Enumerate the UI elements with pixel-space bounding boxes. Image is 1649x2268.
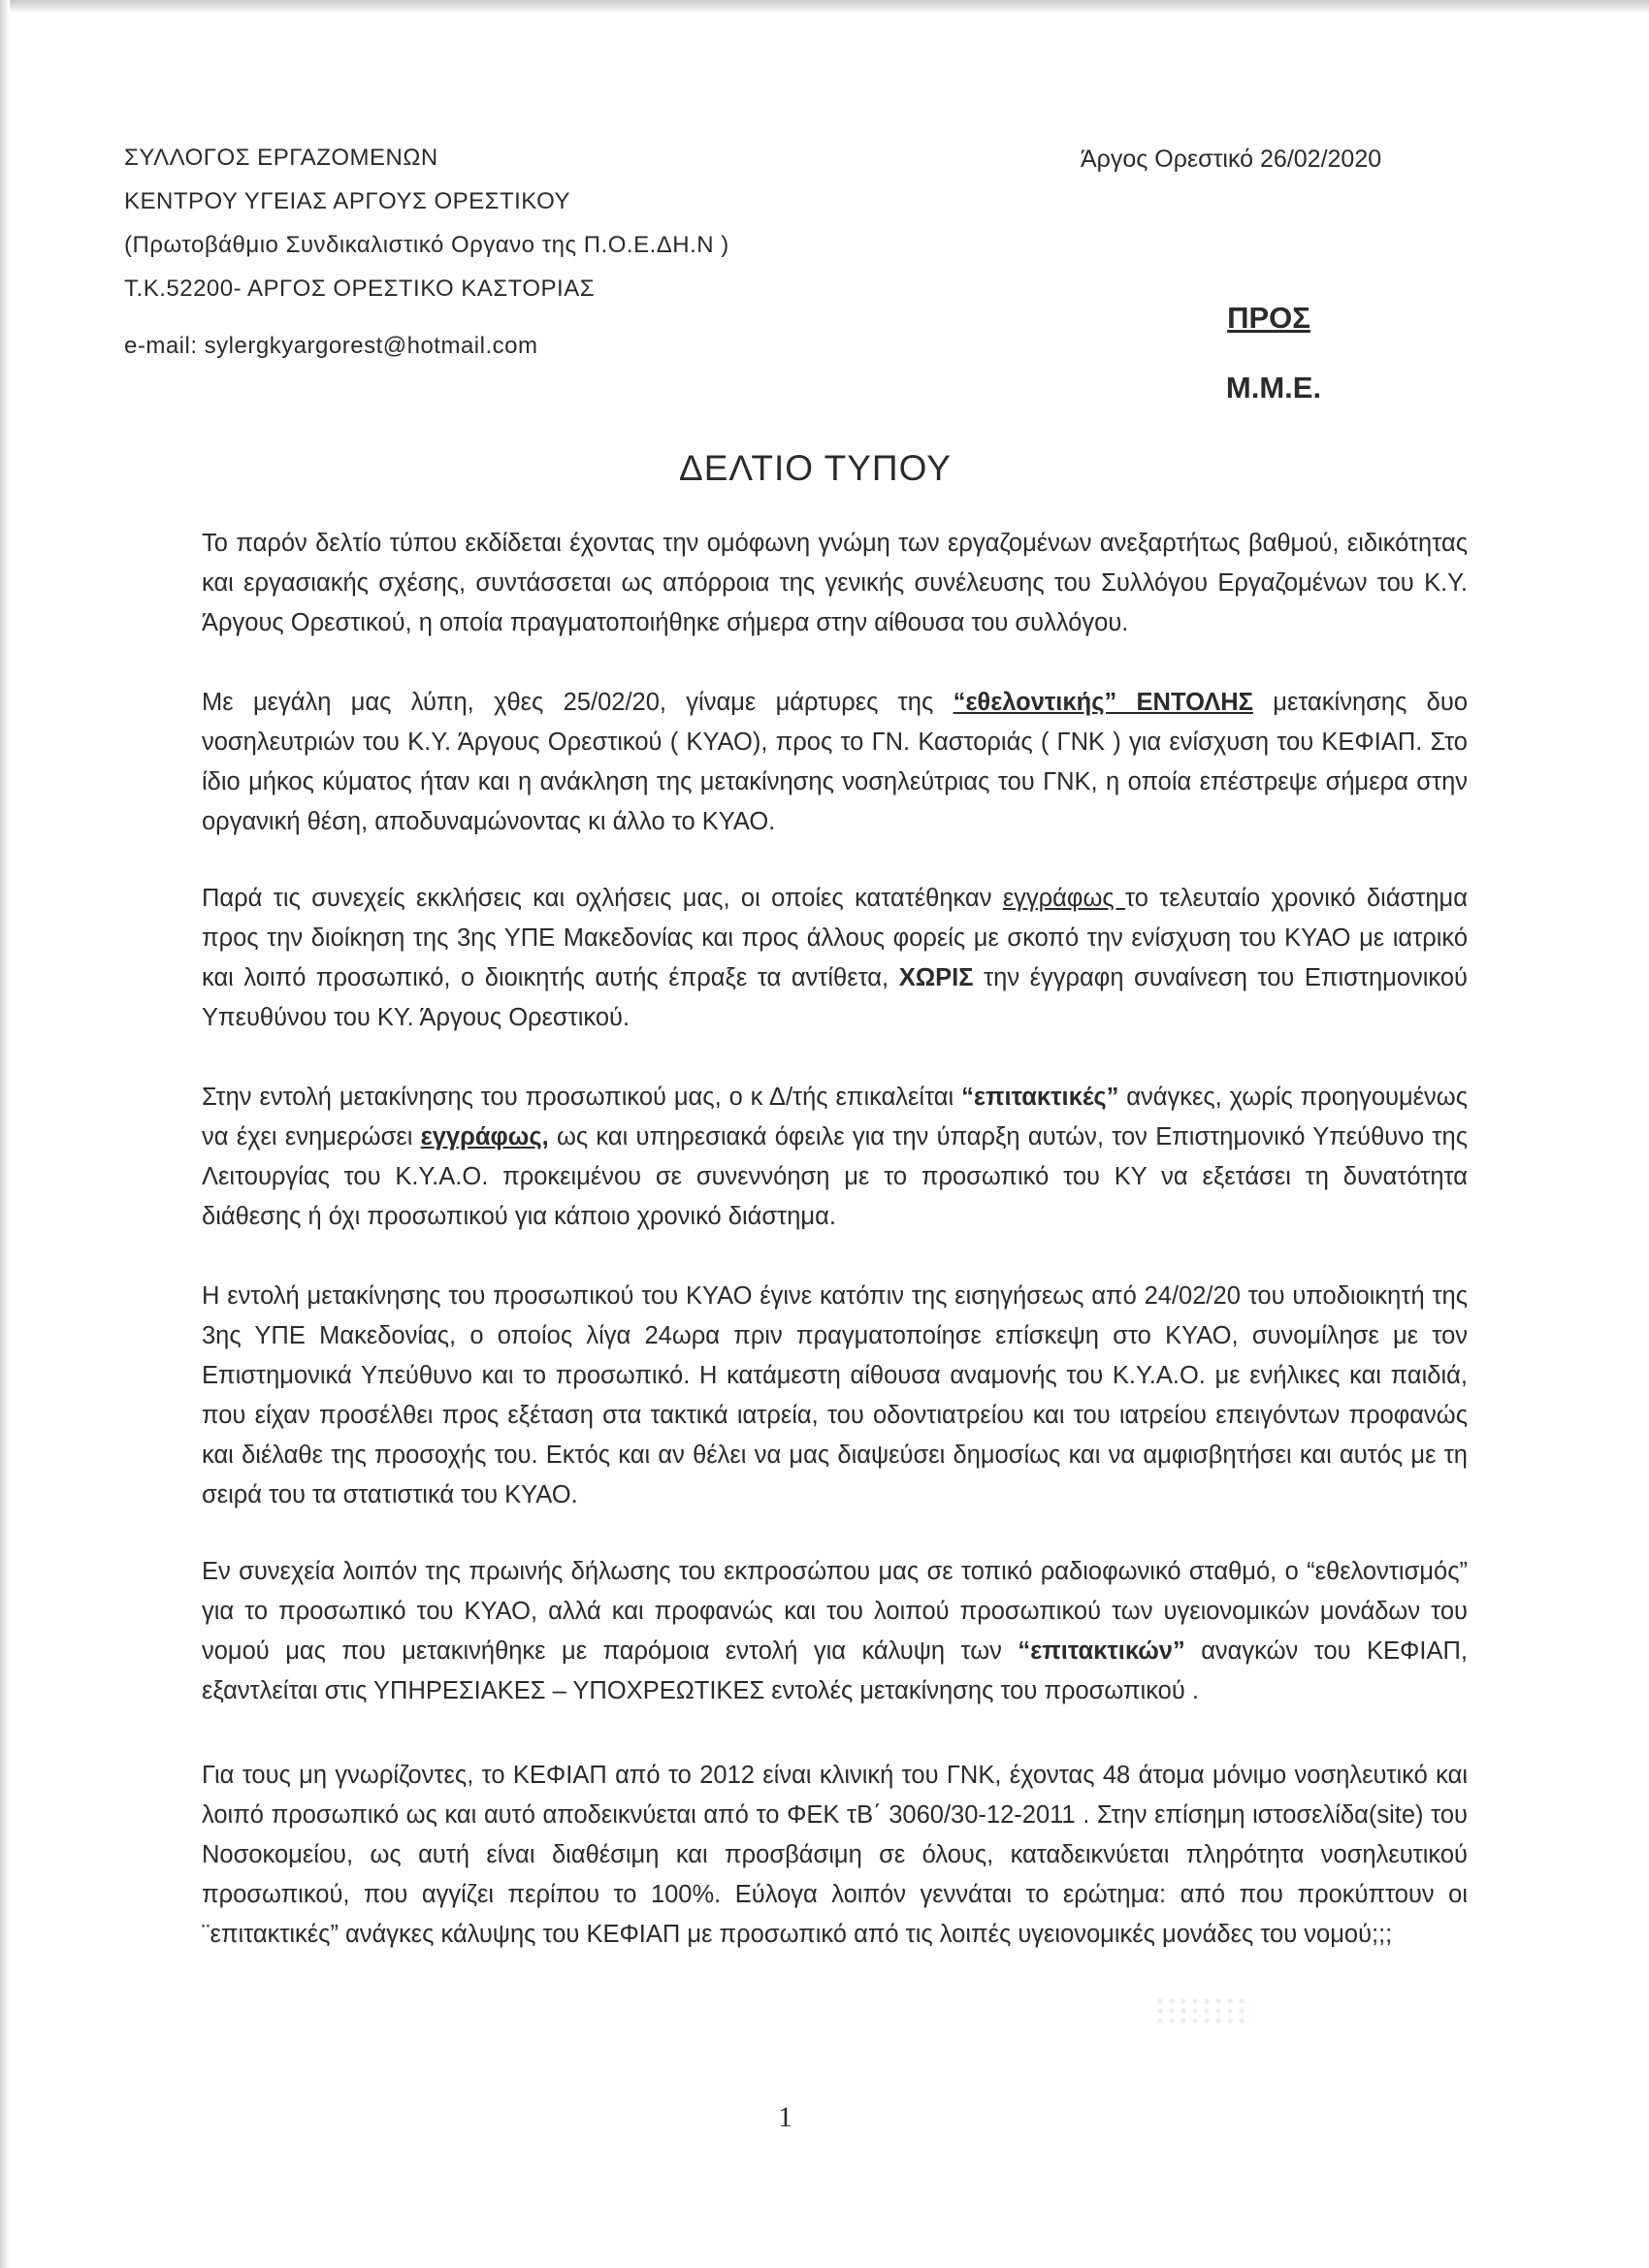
sender-line-1: ΣΥΛΛΟΓΟΣ ΕΡΓΑΖΟΜΕΝΩΝ xyxy=(124,145,438,171)
paragraph-6 xyxy=(184,1552,1468,1711)
paragraph-4-text-e: ως και υπηρεσιακά όφειλε για την ύπαρξη αυτών, τον Επιστημονικό Υπεύθυνο της Λειτουργίας του Κ.Υ.Α.Ο. προκειμένου σε συνεννόηση με το προσωπικό του ΚΥ να εξετάσει τη δυνατότητα διάθεσης ή όχι προσωπικού για κάποιο χρονικό διάστημα. xyxy=(202,1123,1468,1230)
paragraph-3-text-a: Παρά τις συνεχείς εκκλήσεις και οχλήσεις μας, οι οποίες κατατέθηκαν xyxy=(202,885,1003,912)
paragraph-1: Το παρόν δελτίο τύπου εκδίδεται έχοντας την ομόφωνη γνώμη των εργαζομένων ανεξαρτήτως βαθμού, ειδικότητας και εργασιακής σχέσης, συντάσσεται ως απόρροια της γενικής συνέλευσης του Συλλόγου Εργαζομένων του Κ.Υ. Άργους Ορεστικού, η οποία πραγματοποιήθηκε σήμερα στην αίθουσα του συλλόγου. xyxy=(202,530,1468,636)
paragraph-3-text-e: την έγγραφη συναίνεση του Επιστημονικού Υπευθύνου του ΚΥ. Άργους Ορεστικού. xyxy=(202,964,1468,1031)
sender-email: e-mail: sylergkyargorest@hotmail.com xyxy=(124,333,538,359)
paragraph-4-text-c: ανάγκες, χωρίς προηγουμένως να έχει ενημερώσει xyxy=(202,1084,1468,1150)
paragraph-4-bold: “επιτακτικές” xyxy=(961,1084,1119,1111)
paragraph-3-text-c: το τελευταίο χρονικό διάστημα προς την διοίκηση της 3ης ΥΠΕ Μακεδονίας και προς άλλους φορείς με σκοπό την ενίσχυση του ΚΥΑΟ με ιατρικό και λοιπό προσωπικό, ο διοικητής αυτής έπραξε τα αντίθετα, xyxy=(202,885,1468,991)
paragraph-2 xyxy=(184,683,1468,842)
paragraph-3 xyxy=(184,879,1468,1038)
sender-line-2: ΚΕΝΤΡΟΥ ΥΓΕΙΑΣ ΑΡΓΟΥΣ ΟΡΕΣΤΙΚΟΥ xyxy=(124,188,570,214)
paragraph-6-text-c: αναγκών του ΚΕΦΙΑΠ, εξαντλείται στις ΥΠΗΡΕΣΙΑΚΕΣ – ΥΠΟΧΡΕΩΤΙΚΕΣ εντολές μετακίνησης του προσωπικού . xyxy=(202,1637,1468,1704)
scan-edge-left xyxy=(0,0,10,2268)
recipient-block xyxy=(1220,301,1327,405)
document-date: Άργος Ορεστικό 26/02/2020 xyxy=(1081,146,1382,173)
recipient-name: Μ.Μ.Ε. xyxy=(1225,371,1322,405)
paragraph-4-text-a: Στην εντολή μετακίνησης του προσωπικού μας, ο κ Δ/τής επικαλείται xyxy=(202,1084,962,1111)
recipient-label: ΠΡΟΣ xyxy=(1227,301,1310,335)
paragraph-2-text-a: Με μεγάλη μας λύπη, χθες 25/02/20, γίναμε μάρτυρες της xyxy=(202,689,954,716)
paragraph-5: Η εντολή μετακίνησης του προσωπικού του ΚΥΑΟ έγινε κατόπιν της εισηγήσεως από 24/02/20 του υποδιοικητή της 3ης ΥΠΕ Μακεδονίας, ο οποίος λίγα 24ωρα πριν πραγματοποίησε επίσκεψη στο ΚΥΑΟ, συνομίλησε με τον Επιστημονικά Υπεύθυνο και το προσωπικό. Η κατάμεστη αίθουσα αναμονής του Κ.Υ.Α.Ο. με ενήλικες και παιδιά, που είχαν προσέλθει προς εξέταση στα τακτικά ιατρεία, του οδοντιατρείου και του ιατρείου επειγόντων προφανώς και διέλαθε της προσοχής του. Εκτός και αν θέλει να μας διαψεύσει δημοσίως και να αμφισβητήσει και αυτός με τη σειρά του τα στατιστικά του ΚΥΑΟ. xyxy=(202,1282,1468,1508)
sender-line-3: (Πρωτοβάθμιο Συνδικαλιστικό Οργανο της Π.Ο.Ε.ΔΗ.Ν ) xyxy=(124,232,729,258)
paragraph-7: Για τους μη γνωρίζοντες, το ΚΕΦΙΑΠ από το 2012 είναι κλινική του ΓΝΚ, έχοντας 48 άτομα μόνιμο νοσηλευτικό και λοιπό προσωπικό ως και αυτό αποδεικνύεται από το ΦΕΚ τΒ΄ 3060/30-12-2011 . Στην επίσημη ιστοσελίδα(site) του Νοσοκομείου, ως αυτή είναι διαθέσιμη και προσβάσιμη σε όλους, καταδεικνύεται πληρότητα νοσηλευτικού προσωπικού, που αγγίζει περίπου το 100%. Εύλογα λοιπόν γεννάται το ερώτημα: από που προκύπτουν οι ¨επιτακτικές” ανάγκες κάλυψης του ΚΕΦΙΑΠ με προσωπικό από τις λοιπές υγειονομικές μονάδες του νομού;;; xyxy=(202,1762,1468,1948)
paragraph-3-bold: ΧΩΡΙΣ xyxy=(898,964,974,991)
sender-line-4: Τ.Κ.52200- ΑΡΓΟΣ ΟΡΕΣΤΙΚΟ ΚΑΣΤΟΡΙΑΣ xyxy=(124,275,596,302)
paragraph-6-bold: “επιτακτικών” xyxy=(1018,1637,1185,1665)
scan-edge-top xyxy=(0,0,1649,14)
sender-block xyxy=(124,136,729,368)
faint-stamp-mark xyxy=(1154,1996,1251,2025)
paragraph-2-text-c: μετακίνησης δυο νοσηλευτριών του Κ.Υ. Άργους Ορεστικού ( ΚΥΑΟ), προς το ΓΝ. Καστοριάς ( ΓΝΚ ) για ενίσχυση του ΚΕΦΙΑΠ. Στο ίδιο μήκος κύματος ήταν και η ανάκληση της μετακίνησης νοσηλεύτριας του ΓΝΚ, η οποία επέστρεψε σήμερα στην οργανική θέση, αποδυναμώνοντας κι άλλο το ΚΥΑΟ. xyxy=(202,689,1469,835)
page-number: 1 xyxy=(778,2101,792,2133)
paragraph-2-emphasis: “εθελοντικής” ΕΝΤΟΛΗΣ xyxy=(953,689,1253,716)
paragraph-4-underline: εγγράφως, xyxy=(420,1123,549,1150)
paragraph-6-text-a: Εν συνεχεία λοιπόν της πρωινής δήλωσης του εκπροσώπου μας σε τοπικό ραδιοφωνικό σταθμό, ο “εθελοντισμός” για το προσωπικό του ΚΥΑΟ, αλλά και προφανώς και του λοιπού προσωπικού των υγειονομικών μονάδων του νομού μας που μετακινήθηκε με παρόμοια εντολή για κάλυψη των xyxy=(202,1558,1468,1665)
paragraph-4 xyxy=(184,1078,1468,1237)
document-title: ΔΕΛΤΙΟ ΤΥΠΟΥ xyxy=(679,448,952,488)
paragraph-3-underline: εγγράφως xyxy=(1002,885,1126,912)
